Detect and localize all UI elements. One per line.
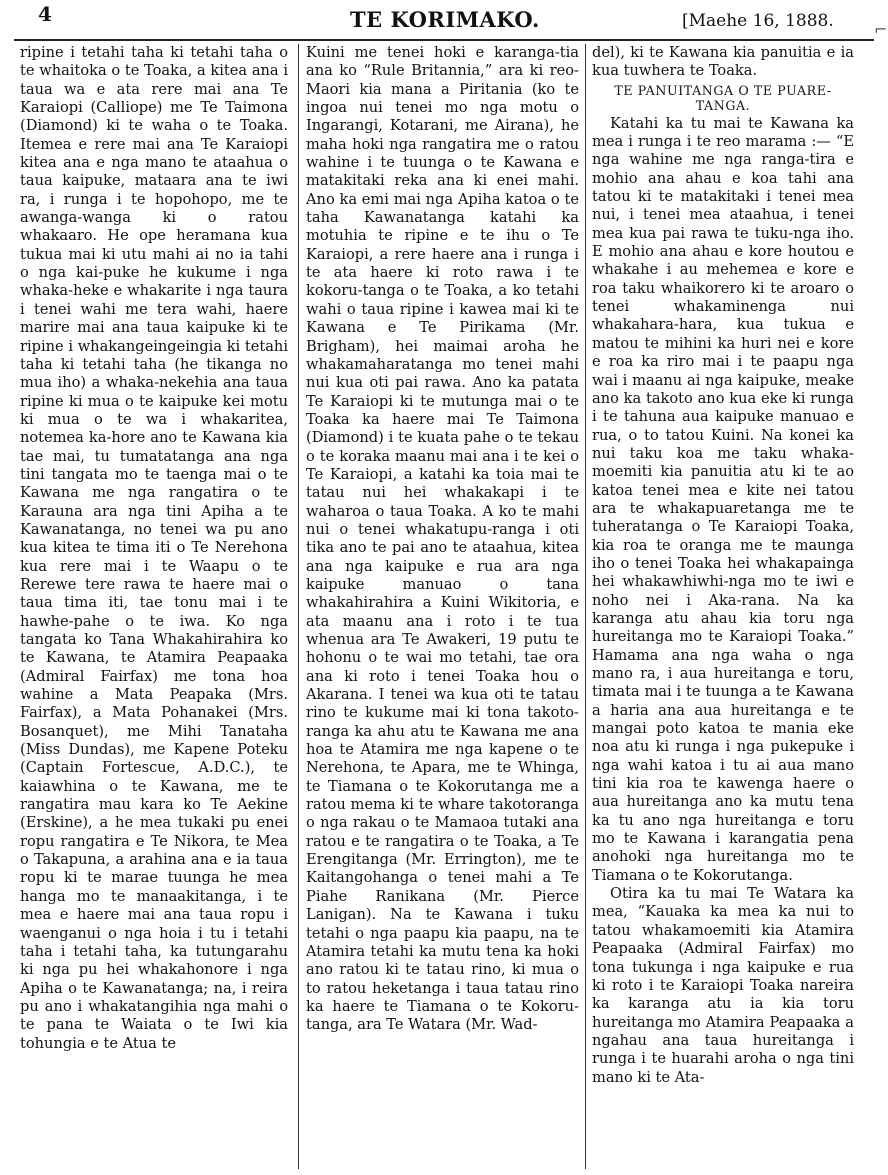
column-3 [592,44,854,1169]
page-header [0,0,888,40]
header-rule [14,39,874,41]
section-paragraph: Otira ka tu mai Te Watara ka mea, “Kauaka ka mea ka nui to tatou whakamoemiti kia Atamira Peapaaka (Admiral Fairfax) mo tona tukunga i nga kaipuke e rua ki roto i te Karaiopi Toaka nareira ka karanga atu ia kia toru hureitanga mo Atamira Peapaaka a ngahau ana taua hureitanga i runga i te huarahi aroha o nga tini mano ki te Ata- [592,885,854,1086]
column-divider [585,44,586,1169]
corner-mark: ⌐ [874,20,888,39]
page-number: 4 [38,2,52,26]
section-heading: TE PANUITANGA O TE PUARE-TANGA. [614,82,832,113]
column-1 [20,44,288,1169]
column-divider [298,44,299,1169]
column-1-paragraph: ripine i tetahi taha ki tetahi taha o te whaitoka o te Toaka, a kitea ana i taua wa e ata rere mai ana Te Karaiopi (Calliope) me Te Taimona (Diamond) ki te waha o te Toaka. Itemea e rere mai ana Te Karaiopi kitea ana e nga mano te ataahua o taua kaipuke, mataara ana te iwi ra, i runga i te hopohopo, me te awanga-wanga ki o ratou whakaaro. He ope heramana kua tukua mai ki utu mahi ai no ia tahi o nga kai-puke he kukume i nga whaka-heke e whakarite i nga taura i tenei wahi me tera wahi, haere marire mai ana taua kaipuke ki te ripine i whakangeingeingia ki tetahi taha ki tetahi taha (he tikanga no mua iho) a whaka-nekehia ana taua ripine ki mua o te kaipuke kei motu ki mua o te wa i whakaritea, notemea ka-hore ano te Kawana kia tae mai, tu tumatatanga ana nga tini tangata mo te taenga mai o te Kawana me nga rangatira o te Karauna ara nga tini Apiha a te Kawanatanga, no tenei wa pu ano kua kitea te tima iti o Te Nerehona kua rere mai i te Waapu o te Rerewe tere rawa te haere mai o taua tima iti, tae tonu mai i te hawhe-pahe o te iwa. Ko nga tangata ko Tana Whakahirahira ko te Kawana, te Atamira Peapaaka (Admiral Fairfax) me tona hoa wahine a Mata Peapaka (Mrs. Fairfax), a Mata Pohanakei (Mrs. Bosanquet), me Mihi Tanataha (Miss Dundas), me Kapene Poteku (Captain Fortescue, A.D.C.), te kaiawhina o te Kawana, me te rangatira mau kara ko Te Aekine (Erskine), a he mea tukaki pu enei ropu rangatira e Te Nikora, te Mea o Takapuna, a arahina ana e ia taua ropu ki te marae tuunga he mea hanga mo te manaakitanga, i te mea e haere mai ana taua ropu i waenganui o nga hoia i tu i tetahi taha i tetahi taha, ka tutungarahu ki nga pu hei whakahonore i nga Apiha o te Kawanatanga; na, i reira pu ano i whakatangihia nga mahi o te pana te Waiata o te Iwi kia tohungia e te Atua te [20,44,288,1052]
column-3-paragraph: del), ki te Kawana kia panuitia e ia kua tuwhera te Toaka. [592,44,854,80]
newspaper-title: TE KORIMAKO. [350,7,540,32]
column-2 [306,44,579,1169]
issue-date: [Maehe 16, 1888. [682,11,834,31]
column-2-paragraph: Kuini me tenei hoki e karanga-tia ana ko “Rule Britannia,” ara ki reo-Maori kia mana a Piritania (ko te ingoa nui tenei mo nga motu o Ingarangi, Kotarani, me Airana), he maha hoki nga rangatira me o ratou wahine i te tuunga o te Kawana e matakitaki reka ana ki enei mahi. Ano ka emi mai nga Apiha katoa o te taha Kawanatanga katahi ka motuhia te ripine e te ihu o Te Karaiopi, a rere haere ana i runga i te ata haere ki roto rawa i te kokoru-tanga o te Toaka, a ko tetahi wahi o taua ripine i kawea mai ki te Kawana e Te Pirikama (Mr. Brigham), hei maimai aroha he whakamaharatanga mo tenei mahi nui kua oti pai rawa. Ano ka patata Te Karaiopi ki te mutunga mai o te Toaka ka haere mai Te Taimona (Diamond) i te kuata pahe o te tekau o te koraka maanu mai ana i te kei o Te Karaiopi, a katahi ka toia mai te tatau nui hei whakakapi i te waharoa o taua Toaka. A ko te mahi nui o tenei whakatupu-ranga i oti tika ano te pai ano te ataahua, kitea ana nga kaipuke e rua ara nga kaipuke manuao o tana whakahirahira a Kuini Wikitoria, e ata maanu ana i roto i te tua whenua ara Te Awakeri, 19 putu te hohonu o te wai mo tetahi, tae ora ana ki roto i tenei Toaka hou o Akarana. I tenei wa kua oti te tatau rino te kukume mai ki tona takoto-ranga ka ahu atu te Kawana me ana hoa te Atamira me nga kapene o te Nerehona, te Apara, me te Whinga, te Tiamana o te Kokorutanga me a ratou mema ki te whare takotoranga o nga rakau o te Mamaoa tutaki ana ratou e te rangatira o te Toaka, a Te Erengitanga (Mr. Errington), me te Kaitangohanga o tenei mahi a Te Piahe Ranikana (Mr. Pierce Lanigan). Na te Kawana i tuku tetahi o nga paapu kia paapu, na te Atamira tetahi ka mutu tena ka hoki ano ratou ki te tatau rino, ki mua o to ratou heketanga i taua tatau rino ka haere te Tiamana o te Kokoru-tanga, ara Te Watara (Mr. Wad- [306,44,579,1034]
section-paragraph: Katahi ka tu mai te Kawana ka mea i runga i te reo marama :— “E nga wahine me nga ranga-tira e mohio ana ahau e koa tahi ana tatou ki te matakitaki i tenei mea nui, i tenei mea ataahua, i tenei mea kua pai rawa te tuku-nga iho. E mohio ana ahau e kore houtou e whakahe i au mehemea e kore e roa taku whaikorero ki te aroaro o tenei whakaminenga nui whakahara-hara, kua tukua e matou te mihini ka huri nei e kore e roa ka riro mai i te paapu nga wai i maanu ai nga kaipuke, meake ano ka takoto ano kua eke ki runga i te tahuna aua kaipuke manuao e rua, o to tatou Kuini. Na konei ka nui taku koa me taku whaka-moemiti kia panuitia atu ki te ao katoa tenei mea e kite nei tatou ara te whakapuaretanga me te tuheratanga o Te Karaiopi Toaka, kia roa te oranga me te maunga iho o tenei Toaka hei whakapainga hei whakawhiwhi-nga mo te iwi e noho nei i Aka-rana. Na ka karanga atu ahau kia toru nga hureitanga mo te Karaiopi Toaka.” Hamama ana nga waha o nga mano ra, i aua hureitanga e toru, timata mai i te tuunga a te Kawana a haria ana aua hureitanga e te mangai poto katoa te mania eke noa atu ki runga i nga pukepuke i nga wahi katoa i tu ai aua mano tini kia roa te kawenga haere o aua hureitanga ano ka mutu tena ka tu ano nga hureitanga e toru mo te Kawana i karangatia pena anohoki nga hureitanga mo te Tiamana o te Kokorutanga. [592,114,854,884]
